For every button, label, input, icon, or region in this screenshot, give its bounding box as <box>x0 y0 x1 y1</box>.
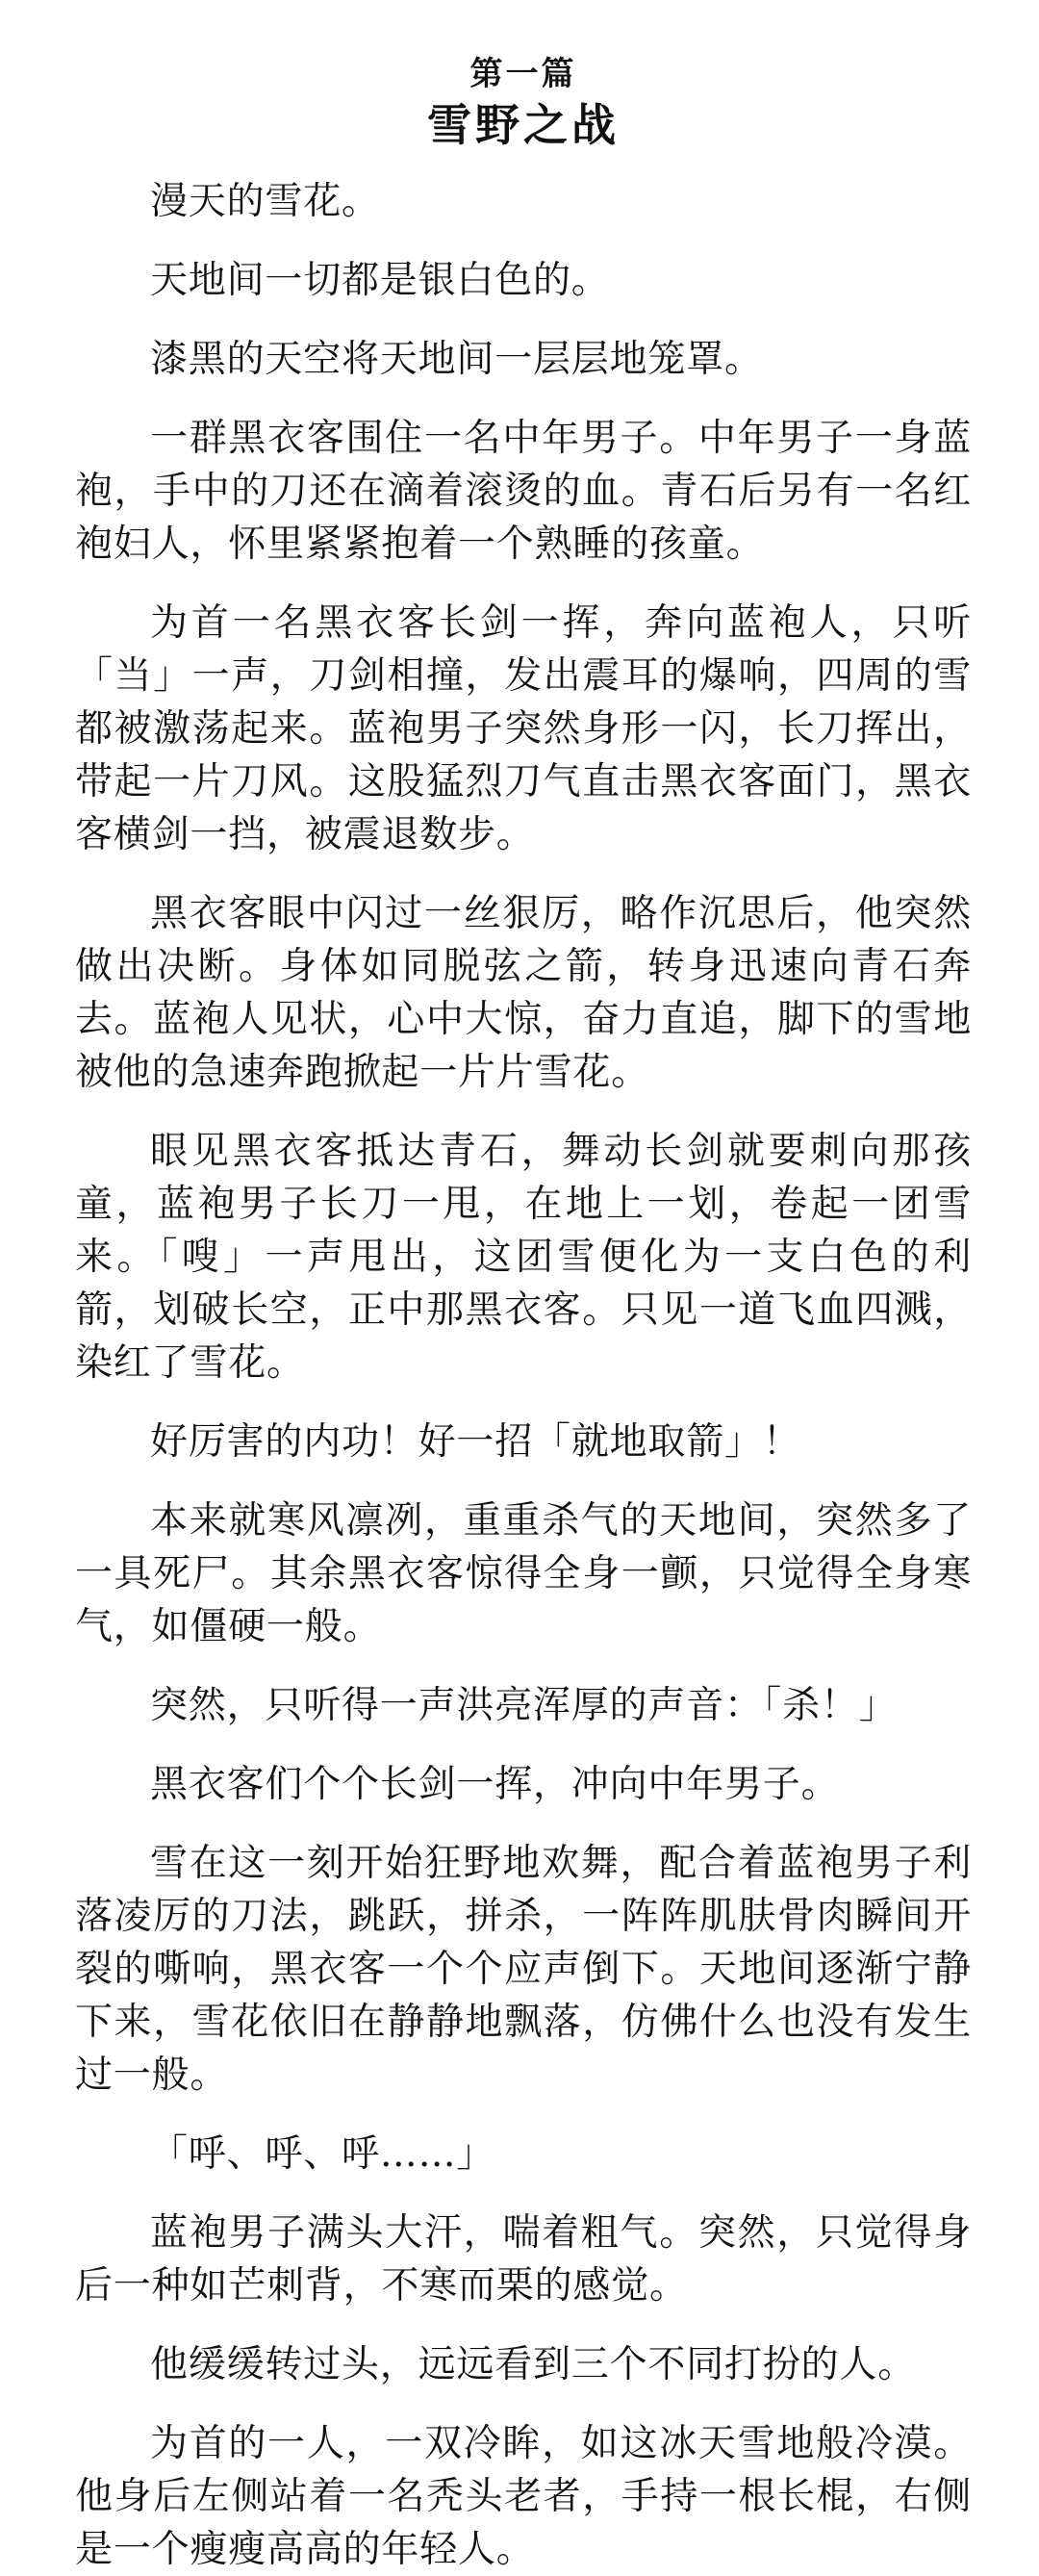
paragraph: 黑衣客眼中闪过一丝狠厉，略作沉思后，他突然做出决断。身体如同脱弦之箭，转身迅速向青石奔去。蓝袍人见状，心中大惊，奋力直追，脚下的雪地被他的急速奔跑掀起一片片雪花。 <box>75 892 972 1094</box>
paragraph: 突然，只听得一声洪亮浑厚的声音：「杀！」 <box>150 1684 898 1727</box>
paragraph: 黑衣客们个个长剑一挥，冲向中年男子。 <box>150 1763 840 1806</box>
paragraph: 「呼、呼、呼……」 <box>150 2132 495 2176</box>
paragraph: 为首的一人，一双冷眸，如这冰天雪地般冷漠。他身后左侧站着一名秃头老者，手持一根长棍，右侧是一个瘦瘦高高的年轻人。 <box>75 2422 972 2571</box>
paragraph: 本来就寒风凛冽，重重杀气的天地间，突然多了一具死尸。其余黑衣客惊得全身一颤，只觉得全身寒气，如僵硬一般。 <box>75 1499 972 1648</box>
paragraph: 雪在这一刻开始狂野地欢舞，配合着蓝袍男子利落凌厉的刀法，跳跃，拼杀，一阵阵肌肤骨肉瞬间开裂的嘶响，黑衣客一个个应声倒下。天地间逐渐宁静下来，雪花依旧在静静地飘落，仿佛什么也没有发生过一般。 <box>75 1842 972 2097</box>
paragraph: 眼见黑衣客抵达青石，舞动长剑就要刺向那孩童，蓝袍男子长刀一甩，在地上一划，卷起一团雪来。「嗖」一声甩出，这团雪便化为一支白色的利箭，划破长空，正中那黑衣客。只见一道飞血四溅，染红了雪花。 <box>75 1130 972 1385</box>
paragraph: 漫天的雪花。 <box>150 180 380 223</box>
paragraph: 他缓缓转过头，远远看到三个不同打扮的人。 <box>150 2343 917 2386</box>
paragraph: 好厉害的内功！好一招「就地取箭」！ <box>150 1420 801 1464</box>
paragraph: 为首一名黑衣客长剑一挥，奔向蓝袍人，只听「当」一声，刀剑相撞，发出震耳的爆响，四周的雪都被激荡起来。蓝袍男子突然身形一闪，长刀挥出，带起一片刀风。这股猛烈刀气直击黑衣客面门，黑衣客横剑一挡，被震退数步。 <box>75 601 972 856</box>
paragraph: 一群黑衣客围住一名中年男子。中年男子一身蓝袍，手中的刀还在滴着滚烫的血。青石后另有一名红袍妇人，怀里紧紧抱着一个熟睡的孩童。 <box>75 417 972 566</box>
chapter-title: 雪野之战 <box>427 99 620 151</box>
chapter-label: 第一篇 <box>469 55 577 93</box>
paragraph: 漆黑的天空将天地间一层层地笼罩。 <box>150 338 763 381</box>
paragraph: 蓝袍男子满头大汗，喘着粗气。突然，只觉得身后一种如芒刺背，不寒而栗的感觉。 <box>75 2211 972 2308</box>
paragraph: 天地间一切都是银白色的。 <box>150 259 610 302</box>
